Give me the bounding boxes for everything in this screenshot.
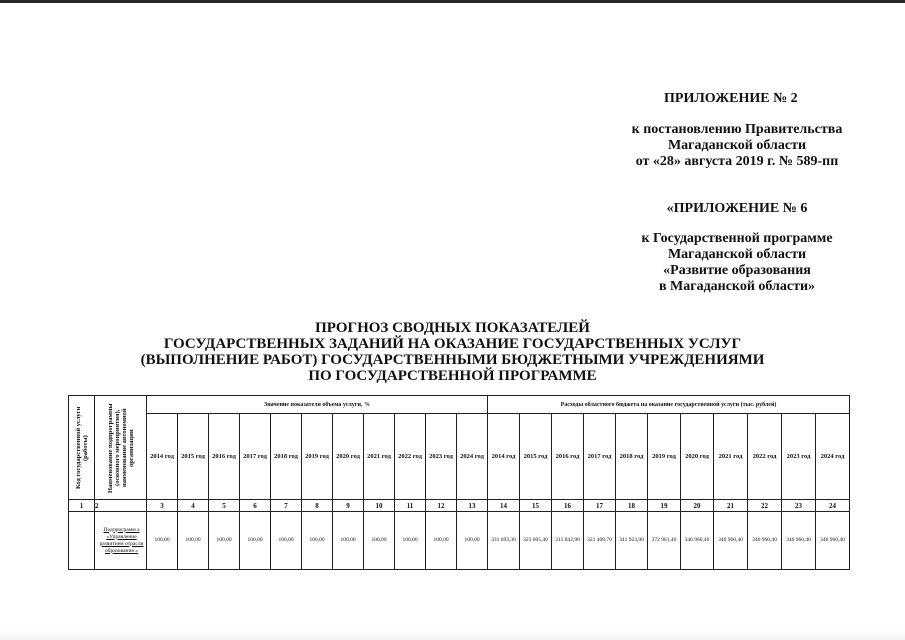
year-header: 2018 год bbox=[616, 414, 648, 500]
program-line-4: в Магаданской области» bbox=[658, 279, 816, 294]
resolution-line-1: к постановлению Правительства bbox=[631, 122, 843, 137]
expense-value: 346 960,40 bbox=[681, 512, 714, 570]
column-number-row bbox=[69, 500, 850, 512]
appendix6-label: «ПРИЛОЖЕНИЕ № 6 bbox=[666, 201, 808, 216]
expense-value: 321 408,70 bbox=[584, 512, 616, 570]
program-line-3: «Развитие образования bbox=[663, 263, 811, 278]
year-header: 2014 год bbox=[147, 414, 178, 500]
year-header: 2014 год bbox=[488, 414, 520, 500]
volume-value: 100,00 bbox=[426, 512, 457, 570]
year-header: 2024 год bbox=[457, 414, 488, 500]
year-header: 2021 год bbox=[364, 414, 395, 500]
year-header: 2018 год bbox=[271, 414, 302, 500]
years-row bbox=[69, 414, 850, 500]
year-header: 2016 год bbox=[552, 414, 584, 500]
code-header-cell bbox=[69, 396, 95, 500]
indicators-table bbox=[68, 395, 850, 570]
column-number: 16 bbox=[552, 500, 584, 512]
column-number: 7 bbox=[271, 500, 302, 512]
doc-title-line-3: (ВЫПОЛНЕНИЕ РАБОТ) ГОСУДАРСТВЕННЫМИ БЮДЖЕТНЫМИ УЧРЕЖДЕНИЯМИ bbox=[140, 352, 765, 368]
year-header: 2022 год bbox=[395, 414, 426, 500]
expense-value: 341 923,00 bbox=[616, 512, 648, 570]
year-header: 2019 год bbox=[648, 414, 681, 500]
volume-value: 100,00 bbox=[333, 512, 364, 570]
resolution-line-2: Магаданской области bbox=[667, 138, 807, 153]
year-header: 2021 год bbox=[714, 414, 748, 500]
column-number: 22 bbox=[748, 500, 782, 512]
column-number: 10 bbox=[364, 500, 395, 512]
expense-value: 372 961,40 bbox=[648, 512, 681, 570]
expense-value: 346 960,40 bbox=[714, 512, 748, 570]
volume-value: 100,00 bbox=[147, 512, 178, 570]
row-code bbox=[69, 512, 95, 570]
volume-value: 100,00 bbox=[457, 512, 488, 570]
column-number: 24 bbox=[816, 500, 850, 512]
volume-value: 100,00 bbox=[364, 512, 395, 570]
column-number: 6 bbox=[240, 500, 271, 512]
column-number: 2 bbox=[95, 500, 147, 512]
name-header-cell bbox=[95, 396, 147, 500]
column-number: 12 bbox=[426, 500, 457, 512]
year-header: 2017 год bbox=[240, 414, 271, 500]
column-number: 11 bbox=[395, 500, 426, 512]
expense-value: 346 960,40 bbox=[816, 512, 850, 570]
year-header: 2023 год bbox=[426, 414, 457, 500]
year-header: 2024 год bbox=[816, 414, 850, 500]
year-header: 2020 год bbox=[333, 414, 364, 500]
column-number: 3 bbox=[147, 500, 178, 512]
column-number: 9 bbox=[333, 500, 364, 512]
column-number: 20 bbox=[681, 500, 714, 512]
column-number: 14 bbox=[488, 500, 520, 512]
program-line-1: к Государственной программе bbox=[641, 231, 833, 246]
name-header: Наименование подпрограммы (основного мероприятия), наименование автономной организации bbox=[106, 402, 135, 493]
scan-top-border bbox=[0, 0, 905, 3]
column-number: 5 bbox=[209, 500, 240, 512]
year-header: 2017 год bbox=[584, 414, 616, 500]
year-header: 2016 год bbox=[209, 414, 240, 500]
column-number: 8 bbox=[302, 500, 333, 512]
expense-value: 346 960,40 bbox=[748, 512, 782, 570]
scan-bottom-edge bbox=[0, 628, 905, 640]
volume-value: 100,00 bbox=[178, 512, 209, 570]
column-number: 23 bbox=[782, 500, 816, 512]
column-number: 4 bbox=[178, 500, 209, 512]
table-row bbox=[69, 512, 850, 570]
expense-value: 331 693,30 bbox=[488, 512, 520, 570]
doc-title-line-1: ПРОГНОЗ СВОДНЫХ ПОКАЗАТЕЛЕЙ bbox=[315, 320, 590, 336]
code-header: Код государственной услуги (работы) bbox=[74, 406, 89, 489]
expense-value: 346 960,40 bbox=[782, 512, 816, 570]
year-header: 2015 год bbox=[178, 414, 209, 500]
column-number: 15 bbox=[520, 500, 552, 512]
volume-value: 100,00 bbox=[302, 512, 333, 570]
doc-title-line-4: ПО ГОСУДАРСТВЕННОЙ ПРОГРАММЕ bbox=[308, 368, 597, 384]
expense-value: 315 842,90 bbox=[552, 512, 584, 570]
doc-title-line-2: ГОСУДАРСТВЕННЫХ ЗАДАНИЙ НА ОКАЗАНИЕ ГОСУДАРСТВЕННЫХ УСЛУГ bbox=[163, 336, 742, 352]
subprogram-link[interactable]: Подпрограмм а «Управление развитием отрасли образования » bbox=[95, 512, 147, 570]
expense-value: 323 605,40 bbox=[520, 512, 552, 570]
program-line-2: Магаданской области bbox=[667, 247, 807, 262]
volume-value: 100,00 bbox=[209, 512, 240, 570]
volume-value: 100,00 bbox=[240, 512, 271, 570]
year-header: 2015 год bbox=[520, 414, 552, 500]
column-number: 21 bbox=[714, 500, 748, 512]
appendix-label: ПРИЛОЖЕНИЕ № 2 bbox=[664, 91, 798, 106]
year-header: 2020 год bbox=[681, 414, 714, 500]
column-number: 18 bbox=[616, 500, 648, 512]
column-number: 17 bbox=[584, 500, 616, 512]
volume-group-header: Значение показателя объема услуги, % bbox=[147, 396, 488, 414]
column-number: 1 bbox=[69, 500, 95, 512]
year-header: 2019 год bbox=[302, 414, 333, 500]
expenses-group-header: Расходы областного бюджета на оказание государственной услуги (тыс. рублей) bbox=[488, 396, 850, 414]
volume-value: 100,00 bbox=[271, 512, 302, 570]
year-header: 2023 год bbox=[782, 414, 816, 500]
volume-value: 100,00 bbox=[395, 512, 426, 570]
year-header: 2022 год bbox=[748, 414, 782, 500]
column-number: 19 bbox=[648, 500, 681, 512]
column-number: 13 bbox=[457, 500, 488, 512]
resolution-line-3: от «28» августа 2019 г. № 589-пп bbox=[635, 154, 839, 169]
